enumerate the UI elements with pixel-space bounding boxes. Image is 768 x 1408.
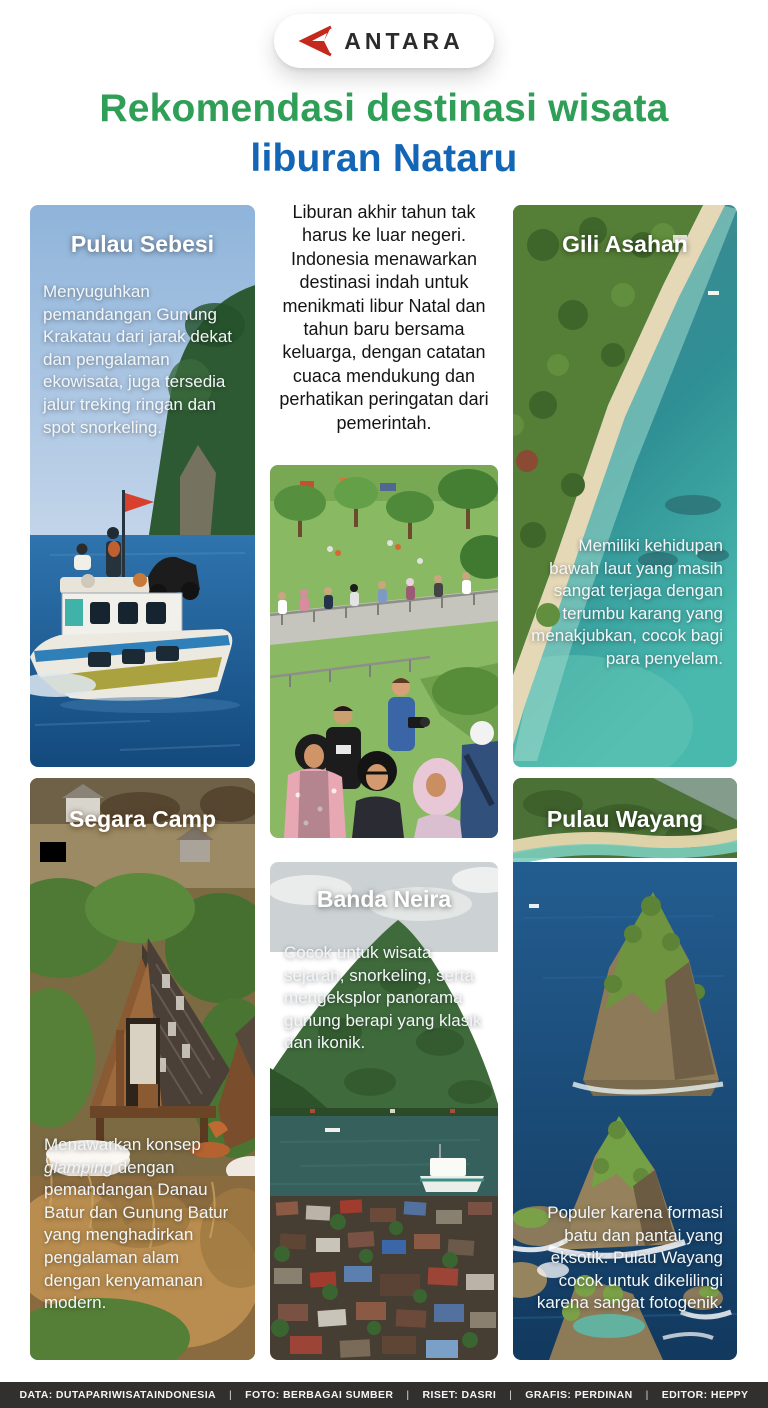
credits-bar bbox=[0, 1382, 768, 1408]
credit-separator: | bbox=[645, 1389, 649, 1401]
panel-banda-neira bbox=[270, 862, 498, 1360]
antara-logo-text: ANTARA bbox=[344, 27, 464, 54]
credit-riset: RISET: DASRI bbox=[422, 1389, 497, 1401]
destination-title: Pulau Sebesi bbox=[70, 231, 215, 257]
destination-description bbox=[44, 1134, 239, 1315]
description-italic-word: glamping bbox=[44, 1157, 113, 1177]
credit-editor: EDITOR: HEPPY bbox=[661, 1389, 749, 1401]
credit-grafis: GRAFIS: PERDINAN bbox=[525, 1389, 633, 1401]
credit-separator: | bbox=[406, 1389, 410, 1401]
destination-title: Pulau Wayang bbox=[546, 806, 704, 832]
destination-description: Menyuguhkan pemandangan Gunung Krakatau dari jarak dekat dan pengalaman ekowisata, juga tersedia jalur treking ringan dan spot snorkeling. bbox=[43, 282, 232, 437]
panel-segara-camp bbox=[30, 778, 255, 1360]
panel-pulau-sebesi bbox=[30, 205, 255, 767]
logo-area bbox=[0, 14, 768, 68]
antara-logo bbox=[274, 14, 493, 68]
panel-gili-asahan bbox=[513, 205, 737, 767]
page-title-line-1: Rekomendasi destinasi wisata bbox=[99, 87, 669, 130]
intro-text: Liburan akhir tahun tak harus ke luar negeri. Indonesia menawarkan destinasi indah untuk menikmati libur Natal dan tahun baru bersama keluarga, dengan catatan cuaca mendukung dan perhatikan peringatan dari pemerintah. bbox=[279, 202, 489, 433]
destination-description: Memiliki kehidupan bawah laut yang masih sangat terjaga dengan terumbu karang yang menakjubkan, cocok bagi para penyelam. bbox=[531, 536, 723, 669]
page-title bbox=[0, 84, 768, 184]
banda-neira-photo bbox=[270, 862, 498, 1360]
destination-description: Populer karena formasi batu dan pantai yang eksotik. Pulau Wayang cocok untuk dikelilingi karena sangat fotogenik. bbox=[536, 1203, 723, 1313]
credit-data: DATA: DUTAPARIWISATAINDONESIA bbox=[19, 1389, 217, 1401]
credit-separator: | bbox=[509, 1389, 513, 1401]
description-suffix: dengan pemandangan Danau Batur dan Gunung Batur yang menghadirkan pengalaman alam dengan kenyamanan modern. bbox=[44, 1157, 229, 1313]
crowded-park-illustration bbox=[270, 465, 498, 838]
description-prefix: Menawarkan konsep bbox=[44, 1135, 201, 1154]
gili-asahan-photo bbox=[513, 205, 737, 767]
destination-title: Segara Camp bbox=[68, 806, 216, 832]
page-title-line-2: liburan Nataru bbox=[250, 136, 518, 180]
destination-title: Banda Neira bbox=[316, 886, 452, 912]
destination-description: Cocok untuk wisata sejarah, snorkeling, serta mengeksplor panorama gunung berapi yang klasik dan ikonik. bbox=[284, 943, 482, 1053]
credit-separator: | bbox=[229, 1389, 233, 1401]
panel-park-illustration bbox=[270, 465, 498, 838]
credit-foto: FOTO: BERBAGAI SUMBER bbox=[245, 1389, 394, 1401]
antara-arrow-icon bbox=[298, 25, 334, 57]
destination-title: Gili Asahan bbox=[562, 231, 688, 257]
panel-pulau-wayang bbox=[513, 778, 737, 1360]
